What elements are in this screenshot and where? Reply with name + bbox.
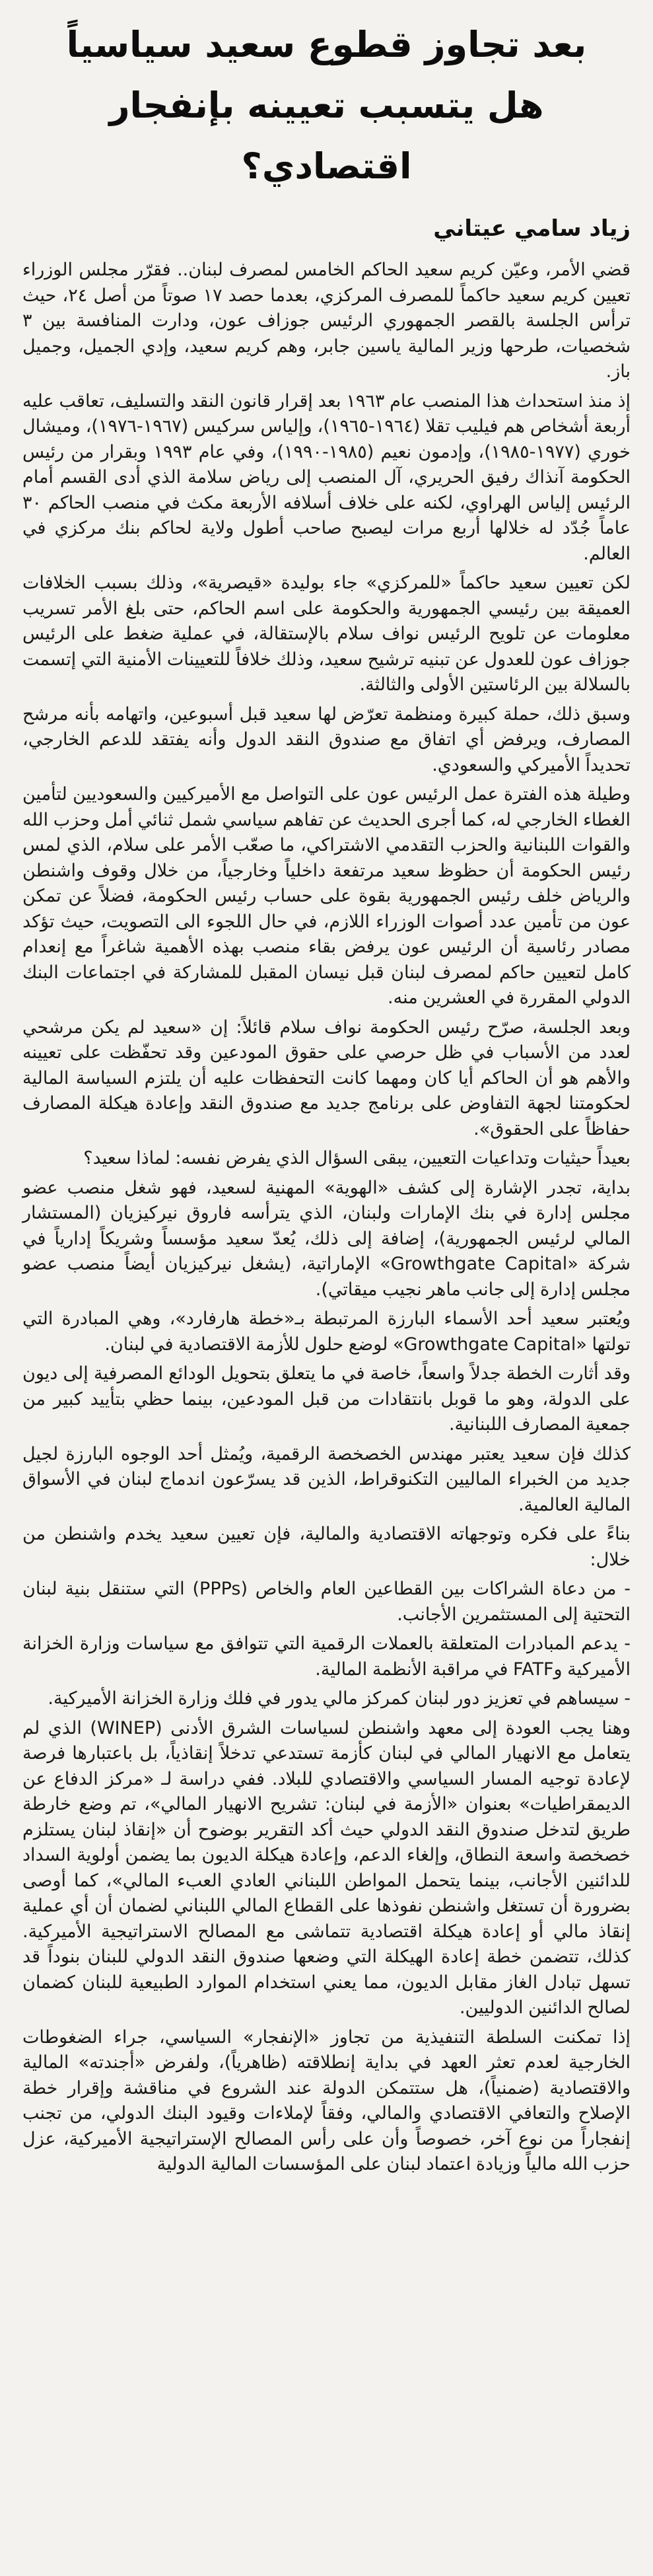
paragraph: وقد أثارت الخطة جدلاً واسعاً، خاصة في ما يتعلق بتحويل الودائع المصرفية إلى ديون على الدولة، وهو ما قوبل بانتقادات من قبل المودعين، بينما حظي بتأييد كبير من جمعية المصارف اللبنانية. [22,1363,631,1435]
paragraph: كذلك فإن سعيد يعتبر مهندس الخصخصة الرقمية، ويُمثل أحد الوجوه البارزة لجيل جديد من الخبراء الماليين التكنوقراط، الذين قد يسرّعون اندماج لبنان في الأسواق المالية العالمية. [22,1443,631,1515]
bullet-item: - يدعم المبادرات المتعلقة بالعملات الرقمية التي تتوافق مع سياسات وزارة الخزانة الأميركية وFATF في مراقبة الأنظمة المالية. [22,1633,631,1680]
paragraph: إذا تمكنت السلطة التنفيذية من تجاوز «الإنفجار» السياسي، جراء الضغوطات الخارجية لعدم تعثر العهد في بداية إنطلاقته (ظاهرياً)، ولفرض «أجندته» المالية والاقتصادية (ضمنياً)، هل ستتمكن الدولة عند الشروع في مناقشة وإقرار خطة الإصلاح والتعافي الاقتصادي والمالي، وفقاً لإملاءات وقيود البنك الدولي، من تجنب إنفجاراً من نوع آخر، خصوصاً وأن على رأس المصالح الإستراتيجية الأميركية، عزل حزب الله مالياً وزيادة اعتماد لبنان على المؤسسات المالية الدولية [22,2026,631,2174]
paragraph: بعيداً حيثيات وتداعيات التعيين، يبقى السؤال الذي يفرض نفسه: لماذا سعيد؟ [83,1148,631,1168]
author-byline: زياد سامي عيتاني [433,215,631,242]
paragraph: ويُعتبر سعيد أحد الأسماء البارزة المرتبطة بـ«خطة هارفارد»، وهي المبادرة التي تولتها «Growthgate Capital» لوضع حلول للأزمة الاقتصادية في لبنان. [22,1308,631,1355]
paragraph: بناءً على فكره وتوجهاته الاقتصادية والمالية، فإن تعيين سعيد يخدم واشنطن من خلال: [22,1524,631,1570]
paragraph: وهنا يجب العودة إلى معهد واشنطن لسياسات الشرق الأدنى (WINEP) الذي لم يتعامل مع الانهيار المالي في لبنان كأزمة تستدعي تدخلاً إنقاذياً، بل باعتبارها فرصة لإعادة توجيه المسار السياسي والاقتصادي للبلاد. ففي دراسة لـ «مركز الدفاع عن الديمقراطيات» بعنوان «الأزمة في لبنان: تشريح الانهيار المالي»، تم وضع خارطة طريق لتدخل صندوق النقد الدولي حيث أكد التقرير بوضوح أن «إنقاذ لبنان يستلزم خصخصة واسعة النطاق، وإلغاء الدعم، وإعادة هيكلة الديون بما يضمن أولوية السداد للدائنين الأجانب، بينما يتحمل المواطن اللبناني العادي العبء المالي»، كما أوصى بضرورة أن تستغل واشنطن نفوذها على القطاع المالي اللبناني لضمان أن أي عملية إنقاذ مالي أو إعادة هيكلة اقتصادية تتماشى مع المصالح الاستراتيجية الأميركية. كذلك، تتضمن خطة إعادة الهيكلة التي وضعها صندوق النقد الدولي للبنان بنوداً قد تسهل تبادل الغاز مقابل الديون، مما يعني استخدام الموارد الطبيعية للبنان كضمان لصالح الدائنين الدوليين. [22,1717,631,2018]
paragraph: وطيلة هذه الفترة عمل الرئيس عون على التواصل مع الأميركيين والسعوديين لتأمين الغطاء الخارجي له، كما أجرى الحديث عن تفاهم سياسي شمل ثنائي أمل وحزب الله والقوات اللبنانية والحزب التقدمي الاشتراكي، ما صعّب الأمر على سلام، الذي لمس رئيس الحكومة أن حظوظ سعيد مرتفعة داخلياً وخارجياً، من خلال وقوف واشنطن والرياض خلف رئيس الجمهورية بقوة على حساب رئيس الحكومة، فضلاً عن تمكن عون من تأمين عدد أصوات الوزراء اللازم، في حال اللجوء الى التصويت، حيث تؤكد مصادر رئاسية أن الرئيس عون يرفض بقاء منصب بهذه الأهمية شاغراً مع إنعدام كامل لتعيين حاكم لمصرف لبنان قبل نيسان المقبل للمشاركة في اجتماعات البنك الدولي المقررة في العشرين منه. [22,784,631,1008]
paragraph: لكن تعيين سعيد حاكماً «للمركزي» جاء بوليدة «قيصرية»، وذلك بسبب الخلافات العميقة بين رئيسي الجمهورية والحكومة على اسم الحاكم، حتى بلغ الأمر تسريب معلومات عن تلويح الرئيس نواف سلام بالإستقالة، في عملية ضغط على الرئيس جوزاف عون للعدول عن تبنيه ترشيح سعيد، وذلك خلافاً للتعيينات الأمنية التي إتسمت بالسلالة بين الرئاستين الأولى والثالثة. [22,573,631,695]
paragraph: إذ منذ استحداث هذا المنصب عام ١٩٦٣ بعد إقرار قانون النقد والتسليف، تعاقب عليه أربعة أشخاص هم فيليب تقلا (١٩٦٤-١٩٦٥)، وإلياس سركيس (١٩٦٧-١٩٧٦)، وميشال خوري (١٩٧٧-١٩٨٥)، وإدمون نعيم (١٩٨٥-١٩٩٠)، وفي عام ١٩٩٣ وبقرار من رئيس الحكومة آنذاك رفيق الحريري، آل المنصب إلى رياض سلامة الذي أدى القسم أمام الرئيس إلياس الهراوي، لكنه على خلاف أسلافه الأربعة مكث في منصب الحاكم ٣٠ عاماً جُدّد له خلالها أربع مرات ليصبح صاحب أطول ولاية لحاكم بنك مركزي في العالم. [22,390,631,564]
headline-line-2: هل يتسبب تعيينه بإنفجار اقتصادي؟ [109,85,544,187]
bullet-item: - من دعاة الشراكات بين القطاعين العام والخاص (PPPs) التي ستنقل بنية لبنان التحتية إلى المستثمرين الأجانب. [22,1579,631,1625]
paragraph: وبعد الجلسة، صرّح رئيس الحكومة نواف سلام قائلاً: إن «سعيد لم يكن مرشحي لعدد من الأسباب في ظل حرصي على حقوق المودعين وقد تحفّظت على تعيينه والأهم هو أن الحاكم أيا كان ومهما كانت التحفظات عليه أن يلتزم السياسة المالية لحكومتنا لجهة التفاوض على برنامج جديد مع صندوق النقد وإعادة هيكلة المصارف حفاظاً على الحقوق». [22,1017,631,1139]
headline-line-1: بعد تجاوز قطوع سعيد سياسياً [66,24,587,65]
article-body [22,258,631,2178]
paragraph: وسبق ذلك، حملة كبيرة ومنظمة تعرّض لها سعيد قبل أسبوعين، واتهامه بأنه مرشح المصارف، ويرفض أي اتفاق مع صندوق النقد الدول وأنه يفتقد للدعم الخارجي، تحديداً الأميركي والسعودي. [22,703,631,775]
bullet-item: - سيساهم في تعزيز دور لبنان كمركز مالي يدور في فلك وزارة الخزانة الأميركية. [48,1688,631,1709]
paragraph: قضي الأمر، وعيّن كريم سعيد الحاكم الخامس لمصرف لبنان.. فقرّر مجلس الوزراء تعيين كريم سعيد حاكماً للمصرف المركزي، بعدما حصد ١٧ صوتاً من أصل ٢٤، حيث ترأس الجلسة بالقصر الجمهوري الرئيس جوزاف عون، ودارت المنافسة بين ٣ شخصيات، طرحها وزير المالية ياسين جابر، وهم كريم سعيد، وإدي الجميل، وجميل باز. [22,260,631,382]
headline [22,15,631,197]
paragraph: بداية، تجدر الإشارة إلى كشف «الهوية» المهنية لسعيد، فهو شغل منصب عضو مجلس إدارة في بنك الإمارات ولبنان، الذي يترأسه فاروق نيركيزيان (المستشار المالي لرئيس الجمهورية)، إضافة إلى ذلك، يُعدّ سعيد مؤسساً وشريكاً إدارياً في شركة «Growthgate Capital» الإماراتية، (يشغل نيركيزيان أيضاً منصب عضو مجلس إدارة إلى جانب ماهر نجيب ميقاتي). [22,1177,631,1300]
